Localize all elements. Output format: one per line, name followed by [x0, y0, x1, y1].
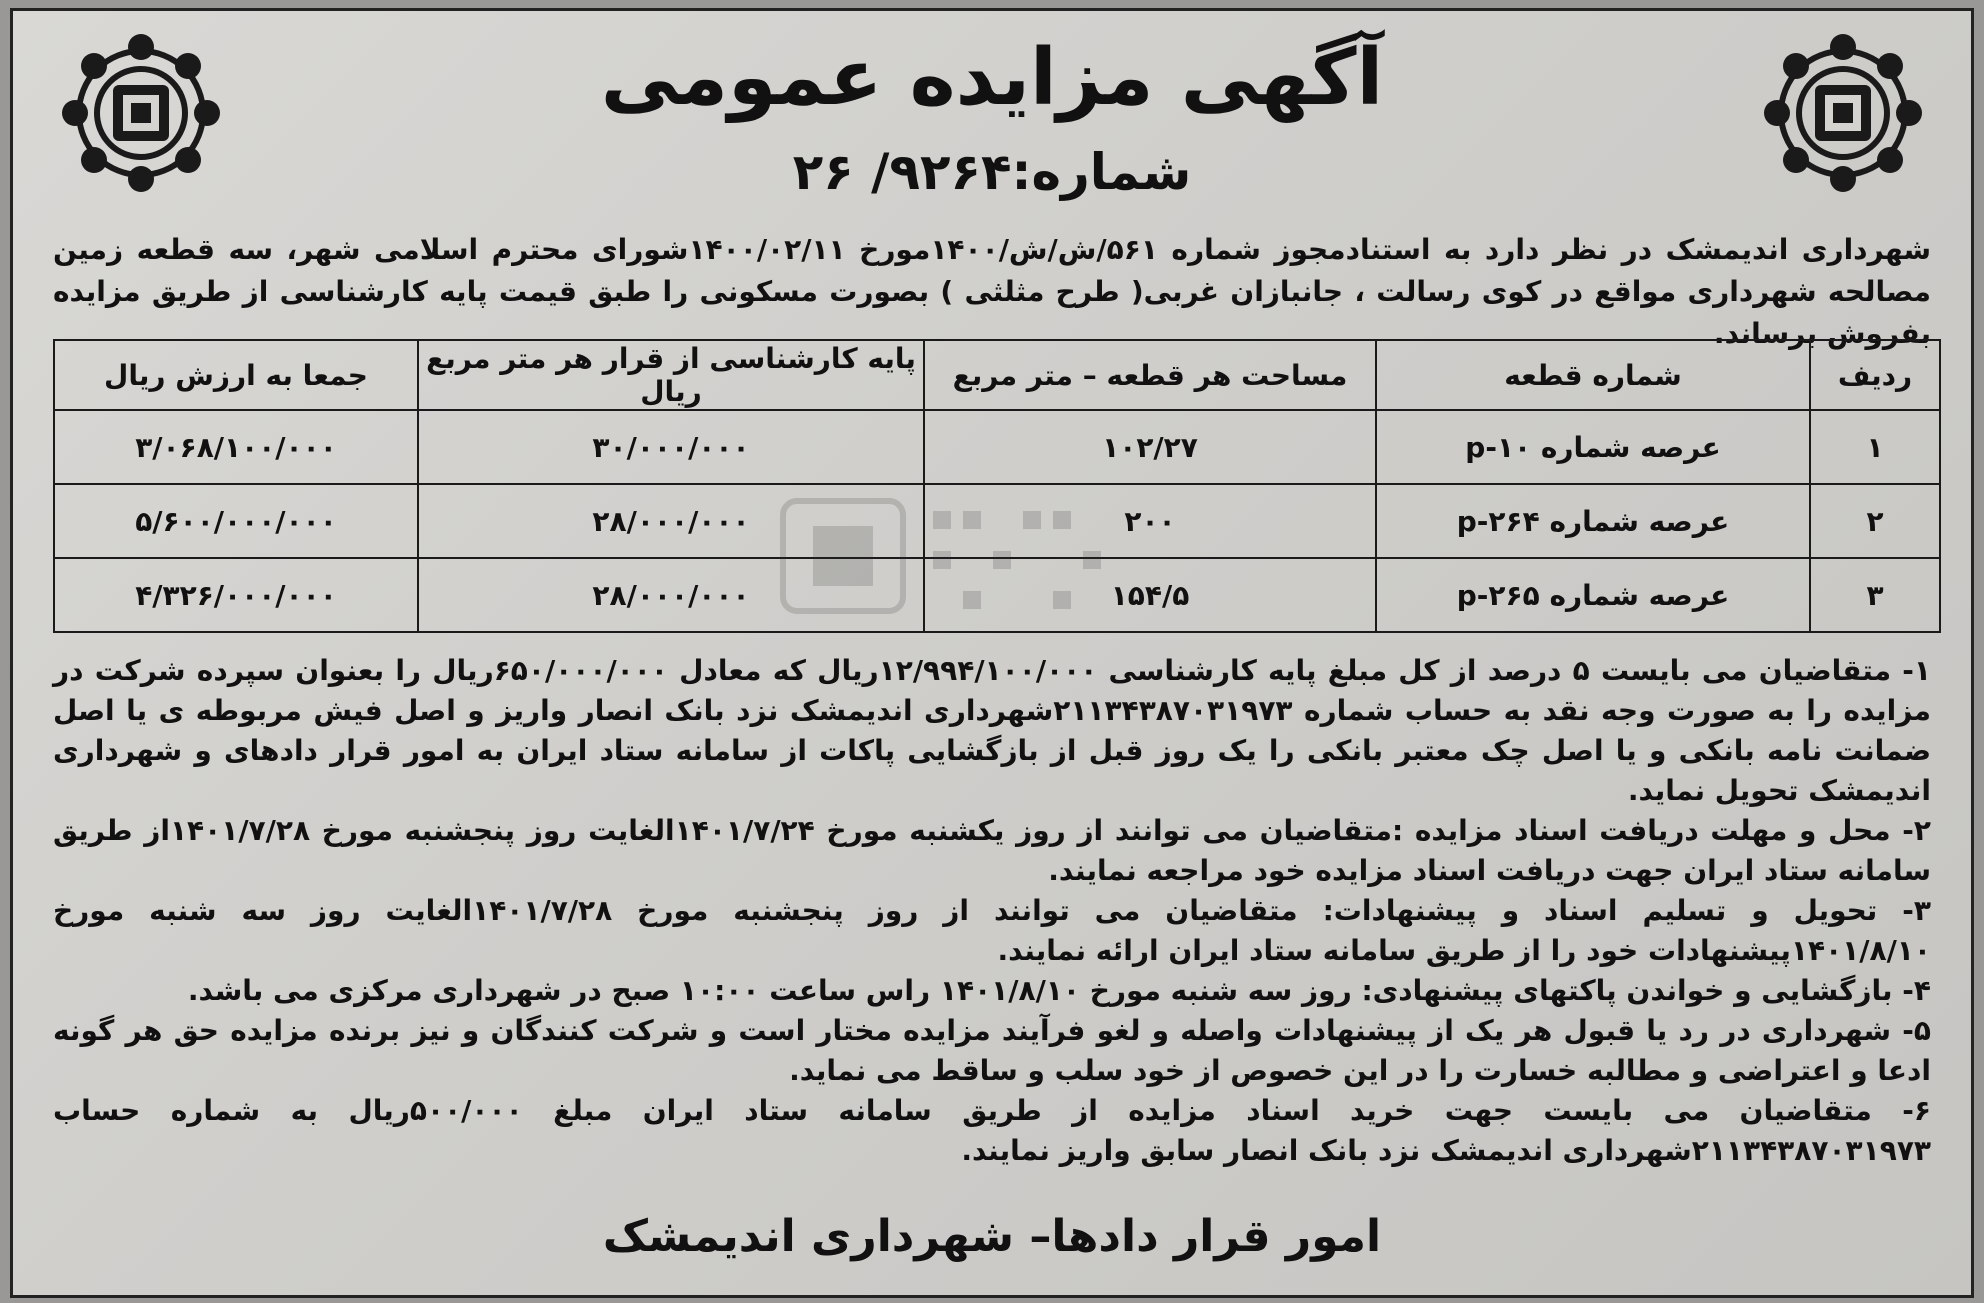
cell-lot-number: عرصه شماره ۲۶۵-p [1376, 558, 1810, 632]
list-item: ۲- محل و مهلت دریافت اسناد مزایده :متقاضیان می توانند از روز یکشنبه مورخ ۱۴۰۱/۷/۲۴الغایت روز پنجشنبه مورخ ۱۴۰۱/۷/۲۸از طریق سامانه ستاد ایران جهت دریافت اسناد مزایده خود مراجعه نمایند. [53, 814, 1931, 887]
cell-total: ۵/۶۰۰/۰۰۰/۰۰۰ [54, 484, 418, 558]
cell-area: ۱۰۲/۲۷ [924, 410, 1376, 484]
cell-area: ۲۰۰ [924, 484, 1376, 558]
list-item: ۴- بازگشایی و خواندن پاکتهای پیشنهادی: روز سه شنبه مورخ ۱۴۰۱/۸/۱۰ راس ساعت ۱۰:۰۰ صبح در شهرداری مرکزی می باشد. [187, 974, 1931, 1007]
list-item: ۱- متقاضیان می بایست ۵ درصد از کل مبلغ پایه کارشناسی ۱۲/۹۹۴/۱۰۰/۰۰۰ریال که معادل ۶۵۰/۰۰۰/۰۰۰ریال را بعنوان سپرده شرکت در مزایده را به صورت وجه نقد به حساب شماره ۲۱۱۳۴۳۸۷۰۳۱۹۷۳شهرداری اندیمشک نزد بانک انصار واریز و اصل فیش مربوطه ی یا اصل ضمانت نامه بانکی و یا اصل چک معتبر بانکی را یک روز قبل از بازگشایی پاکات از سامانه ستاد ایران به امور قرار دادهای و شهرداری اندیمشک تحویل نماید. [53, 654, 1931, 807]
footer-signature: امور قرار دادها– شهرداری اندیمشک [602, 1211, 1382, 1262]
notice-page [10, 8, 1974, 1298]
cell-lot-number: عرصه شماره ۲۶۴-p [1376, 484, 1810, 558]
header-base-price: پایه کارشناسی از قرار هر متر مربع ریال [418, 340, 924, 410]
conditions-list [53, 651, 1931, 1171]
table-row [54, 410, 1940, 484]
table-row [54, 484, 1940, 558]
header-total: جمعا به ارزش ریال [54, 340, 418, 410]
header-area: مساحت هر قطعه – متر مربع [924, 340, 1376, 410]
cell-row-number: ۳ [1810, 558, 1940, 632]
header-lot-number: شماره قطعه [1376, 340, 1810, 410]
cell-row-number: ۲ [1810, 484, 1940, 558]
cell-lot-number: عرصه شماره ۱۰-p [1376, 410, 1810, 484]
cell-total: ۴/۳۲۶/۰۰۰/۰۰۰ [54, 558, 418, 632]
cell-area: ۱۵۴/۵ [924, 558, 1376, 632]
list-item: ۵- شهرداری در رد یا قبول هر یک از پیشنهادات واصله و لغو فرآیند مزایده مختار است و شرکت کنندگان و نیز برنده مزایده حق هر گونه ادعا و اعتراضی و مطالبه خسارت را در این خصوص از خود سلب و ساقط می نماید. [53, 1014, 1931, 1087]
cell-base-price: ۲۸/۰۰۰/۰۰۰ [418, 558, 924, 632]
header-row-number: ردیف [1810, 340, 1940, 410]
table-header-row [54, 340, 1940, 410]
notice-title: آگهی مزایده عمومی [600, 33, 1384, 123]
cell-total: ۳/۰۶۸/۱۰۰/۰۰۰ [54, 410, 418, 484]
list-item: ۶- متقاضیان می بایست جهت خرید اسناد مزایده از طریق سامانه ستاد ایران مبلغ ۵۰۰/۰۰۰ریال به شماره حساب ۲۱۱۳۴۳۸۷۰۳۱۹۷۳شهرداری اندیمشک نزد بانک انصار سابق واریز نمایند. [53, 1094, 1931, 1167]
intro-paragraph: شهرداری اندیمشک در نظر دارد به استنادمجوز شماره ۵۶۱/ش/ش/۱۴۰۰مورخ ۱۴۰۰/۰۲/۱۱شورای محترم اسلامی شهر، سه قطعه زمین مصالحه شهرداری مواقع در کوی رسالت ، جانبازان غربی( طرح مثلثی ) بصورت مسکونی را طبق قیمت پایه کارشناسی از طریق مزایده بفروش برساند. [53, 233, 1931, 350]
cell-row-number: ۱ [1810, 410, 1940, 484]
lots-table [53, 339, 1941, 633]
cell-base-price: ۲۸/۰۰۰/۰۰۰ [418, 484, 924, 558]
cell-base-price: ۳۰/۰۰۰/۰۰۰ [418, 410, 924, 484]
list-item: ۳- تحویل و تسلیم اسناد و پیشنهادات: متقاضیان می توانند از روز پنجشنبه مورخ ۱۴۰۱/۷/۲۸الغایت روز سه شنبه مورخ ۱۴۰۱/۸/۱۰پیشنهادات خود را از طریق سامانه ستاد ایران ارائه نمایند. [53, 894, 1931, 967]
notice-number: شماره:۹۲۶۴/ ۲۶ [792, 143, 1192, 201]
table-row [54, 558, 1940, 632]
